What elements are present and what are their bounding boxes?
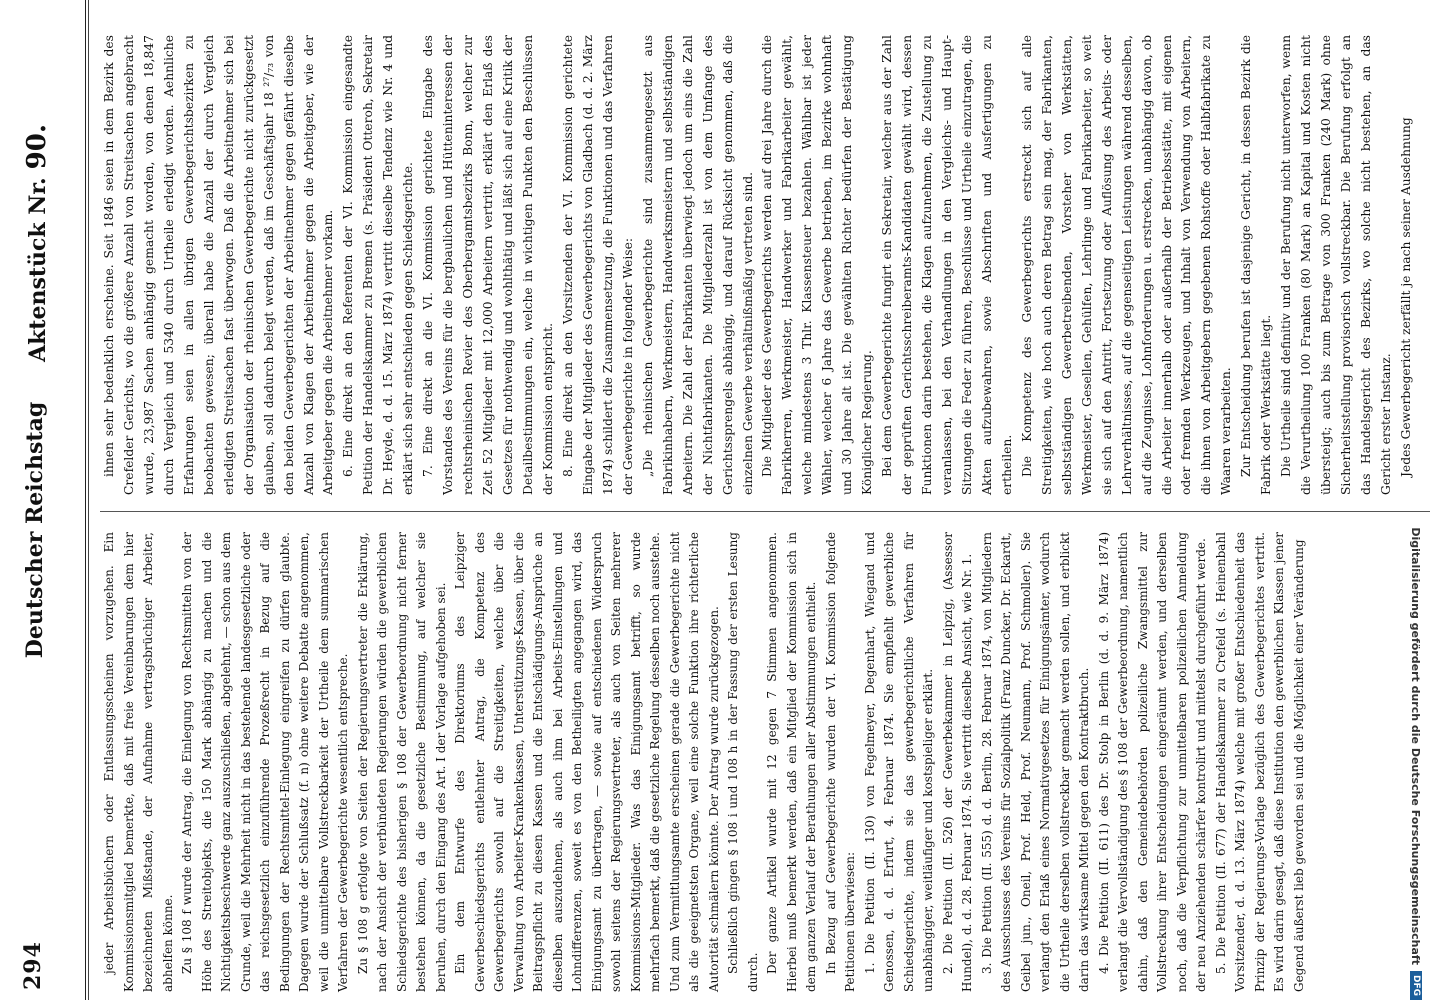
paragraph: Zu § 108 f wurde der Antrag, die Einlegung von Rechtsmitteln von der Höhe des Streitobjekts, die 150 Mark abhängig zu machen und die Nichtigkeitsbeschwerde ganz auszuschließen, abgelehnt, — schon aus dem Grunde, weil die Mehrheit nicht in das bestehende landesgesetzliche oder das reichsgesetzlich einzuführende Prozeßrecht in Bezug auf die Bedingungen der Rechtsmittel-Einlegung eingreifen zu dürfen glaubte. Dagegen wurde der Schlußsatz (f. n) ohne weitere Debatte angenommen, weil die unmittelbare Vollstreckbarkeit der Urtheile dem summarischen Verfahren der Gewerbegerichte wesentlich entspreche.: [180, 532, 350, 992]
paragraph: Der ganze Artikel wurde mit 12 gegen 7 Stimmen angenommen. Hierbei muß bemerkt werden, daß ein Mitglied der Kommission sich in dem ganzen Verlauf der Berathungen aller Abstimmungen enthielt.: [765, 532, 818, 992]
dfg-logo: DFG: [1410, 971, 1422, 1000]
paragraph: ihnen sehr bedenklich erscheine. Seit 1846 seien in dem Bezirk des Crefelder Gerichts, wo die größere Anzahl von Streitsachen angebracht wurde, 23,987 Sachen anhängig gemacht worden, von denen 18,847 durch Vergleich und 5340 durch Urtheile erledigt worden. Aehnliche Erfahrungen seien in allen übrigen Gewerbegerichtsbezirken zu beobachten gewesen; überall habe die Anzahl der durch Vergleich erledigten Streitsachen fast überwogen. Daß die Arbeitnehmer sich bei der Organisation der rheinischen Gewerbegerichte nicht zurückgesetzt glauben, soll dadurch belegt werden, daß im Geschäftsjahr 18 ²⁷/₇₃ von den beiden Gewerbegerichten der Arbeitnehmer gegen gefährt dieselbe Anzahl von Klagen der Arbeitnehmer gegen die Arbeitgeber, wie der Arbeitgeber gegen die Arbeitnehmer vorkam.: [102, 35, 336, 495]
left-text-column: [100, 532, 1309, 992]
paragraph: 1. Die Petition (II. 130) von Fegelmeyer, Degenhart, Wiegand und Genossen, d. d. Erfurt, 4. Februar 1874. Sie empfiehlt gewerbliche Schiedsgerichte, indem sie das gewerbegerichtliche Verfahren für unabhängiger, weitläufiger und kostspieliger erklärt.: [862, 532, 935, 992]
paragraph: Zu § 108 g erfolgte von Seiten der Regierungsvertreter die Erklärung, nach der Ansicht der verbündeten Regierungen würden die gewerblichen Schiedsgerichte des bisherigen § 108 der Gewerbeordnung nicht ferner bestehen können, da die gesetzliche Bestimmung, auf welcher sie beruhen, durch den Eingang des Art. I der Vorlage aufgehoben sei.: [355, 532, 448, 992]
paragraph: 8. Eine direkt an den Vorsitzenden der VI. Kommission gerichtete Eingabe der Mitglieder des Gewerbegerichts von Gladbach (d. d. 2. März 1874) schildert die Zusammensetzung, die Funktionen und das Verfahren der Gewerbegerichte in folgender Weise:: [560, 35, 635, 495]
paragraph: 2. Die Petition (II. 526) der Gewerbekammer in Leipzig, (Assessor Hundel), d. d. 28. Februar 1874. Sie vertritt dieselbe Ansicht, wie Nr. 1.: [940, 532, 974, 992]
paragraph: Bei dem Gewerbegerichte fungirt ein Sekretair, welcher aus der Zahl der geprüften Gerichtsschreiberamts-Kandidaten gewählt wird, dessen Funktionen darin bestehen, die Klagen aufzunehmen, die Zustellung zu veranlassen, bei den Verhandlungen in den Vergleichs- und Haupt-Sitzungen die Feder zu führen, Beschlüsse und Urtheile einzutragen, die Akten aufzubewahren, sowie Abschriften und Ausfertigungen zu ertheilen.: [880, 35, 1014, 495]
header-rule-thin: [88, 0, 89, 1000]
running-head-left: Deutscher Reichstag: [22, 401, 48, 659]
page-number: 294: [20, 941, 46, 990]
paragraph: 7. Eine direkt an die VI. Kommission gerichtete Eingabe des Vorstandes des Vereins für die bergbaulichen und Hütteninteressen der rechtsrheinischen Revier des Oberbergamtsbezirks Bonn, welcher zur Zeit 52 Mitglieder mit 12,000 Arbeitern vertritt, erklärt den Erlaß des Gesetzes für nothwendig und wohlthätig und läßt sich auf eine Kritik der Detailbestimmungen ein, welche in wichtigen Punkten den Beschlüssen der Kommission entspricht.: [421, 35, 555, 495]
digitization-credit: [1406, 0, 1426, 1000]
paragraph: Schließlich gingen § 108 i und 108 h in der Fassung der ersten Lesung durch.: [726, 532, 760, 992]
credit-text: Digitalisierung gefördert durch die Deutsche Forschungsgemeinschaft: [1409, 527, 1423, 965]
right-text-column: [100, 35, 1417, 495]
paragraph: 4. Die Petition (II. 611) des Dr. Stolp in Berlin (d. d. 9. März 1874) verlangt die Vervollständigung des § 108 der Gewerbeordnung, namentlich dahin, daß den Gemeindebehörden polizeiliche Zwangsmittel zur Vollstreckung ihrer Entscheidungen eingeräumt werden, und derselben noch, daß die Verpflichtung zur unmittelbaren polizeilichen Anmeldung der neu Anziehenden schärfer kontrolirt und mittelst durchgeführt werde.: [1096, 532, 1208, 992]
header-rule: [85, 0, 86, 1000]
running-head-right: [22, 32, 52, 362]
paragraph: „Die rheinischen Gewerbegerichte sind zusammengesetzt aus Fabrikinhabern, Werkmeistern, Handwerksmeistern und selbstständigen Arbeitern. Die Zahl der Fabrikanten überwiegt jedoch um eins die Zahl der Nichtfabrikanten. Die Mitgliederzahl ist von dem Umfange des Gerichtssprengels abhängig, und darauf Rücksicht genommen, daß die einzelnen Gewerbe verhältnißmäßig vertreten sind.: [640, 35, 755, 495]
paragraph: Die Kompetenz des Gewerbegerichts erstreckt sich auf alle Streitigkeiten, wie hoch auch deren Betrag sein mag, der Fabrikanten, selbstständigen Gewerbetreibenden, Vorsteher von Werkstätten, Werkmeister, Gesellen, Gehülfen, Lehrlinge und Fabrikarbeiter, so weit sie sich auf den Antritt, Fortsetzung oder Auflösung des Arbeits- oder Lehrverhältnisses, auf die gegenseitigen Leistungen während desselben, auf die Zeugnisse, Lohnforderungen u. erstrecken, unabhängig davon, ob die Arbeiter innerhalb oder außerhalb der Betriebsstätte, mit eigenen oder fremden Werkzeugen, und Inhalt von Verwendung von Arbeitern, die ihnen von Arbeitgebern gegebenen Rohstoffe oder Halbfabrikate zu Waaren verarbeiten.: [1019, 35, 1234, 495]
paragraph: Die Mitglieder des Gewerbegerichts werden auf drei Jahre durch die Fabrikherren, Werkmeister, Handwerker und Fabrikarbeiter gewählt, welche mindestens 3 Thlr. Klassensteuer bezahlen. Wählbar ist jeder Wähler, welcher 6 Jahre das Gewerbe betrieben, im Bezirke wohnhaft und 30 Jahre alt ist. Die gewählten Richter bedürfen der Bestätigung Königlicher Regierung.: [760, 35, 875, 495]
paragraph: 3. Die Petition (II. 555) d. d. Berlin, 28. Februar 1874, von Mitgliedern des Ausschusses des Vereins für Sozialpolitik (Franz Duncker, Dr. Eckardt, Geibel jun., Oneil, Prof. Held, Prof. Neumann, Prof. Schmoller). Sie verlangt den Erlaß eines Normativgesetzes für Einigungsämter, wodurch die Urtheile derselben vollstreckbar gemacht werden sollen, und erblickt darin das wirksame Mittel gegen den Kontraktbruch.: [979, 532, 1091, 992]
document-number: 90.: [22, 124, 52, 170]
column-divider: [100, 511, 1430, 512]
paragraph: 6. Eine direkt an den Referenten der VI. Kommission eingesandte Petition der Handelskammer zu Bremen (s. Präsident Otteroh, Sekretair Dr. Heyde, d. d. 15. März 1874) vertritt dieselbe Tendenz wie Nr. 4 und erklärt sich sehr entschieden gegen Schiedsgerichte.: [341, 35, 416, 495]
paragraph: Jedes Gewerbegericht zerfällt je nach seiner Ausdehnung: [1398, 117, 1413, 477]
paragraph: 5. Die Petition (II. 677) der Handelskammer zu Crefeld (s. Heinenbahl Vorsitzender, d. d. 13. März 1874) welche mit großer Entschiedenheit das Prinzip der Regierungs-Vorlage bezüglich des Gewerbegerichtes vertritt. Es wird darin gesagt, daß diese Institution den gewerblichen Klassen jener Gegend äußerst lieb geworden sei und die Möglichkeit einer Veränderung: [1213, 532, 1306, 992]
paragraph: Die Urtheile sind definitiv und der Berufung nicht unterworfen, wenn die Verurtheilung 100 Franken (80 Mark) an Kapital und Kosten nicht übersteigt; auch bis zum Betrage von 300 Franken (240 Mark) ohne Sicherheitsstellung provisorisch vollstreckbar. Die Berufung erfolgt an das Handelsgericht des Bezirks, wo solche nicht bestehen, an das Gericht erster Instanz.: [1279, 35, 1393, 495]
paragraph: Zur Entscheidung berufen ist dasjenige Gericht, in dessen Bezirk die Fabrik oder Werkstätte liegt.: [1239, 35, 1274, 495]
running-head-right-label: Aktenstück Nr.: [25, 177, 51, 362]
paragraph: In Bezug auf Gewerbegerichte wurden der VI. Kommission folgende Petitionen überwiesen:: [823, 532, 857, 992]
paragraph: Ein dem Entwurfe des Direktoriums des Leipziger Gewerbeschiedsgerichts entlehnter Antrag, die Kompetenz des Gewerbegerichts sowohl auf die Streitigkeiten, welche über die Verwaltung von Arbeiter-Krankenkassen, Unterstützungs-Kassen, über die Beitragspflicht zu diesen Kassen und die Entschädigungs-Ansprüche an dieselben auszudehnen, als auch ihm bei Arbeits-Einstellungen und Lohndifferenzen, soweit es von den Betheiligten angegangen wird, das Einigungsamt zu übertragen, — sowie auf entschiedenen Widerspruch sowohl seitens der Regierungsvertreter, als auch von Seiten mehrerer Kommissions-Mitglieder. Was das Einigungsamt betrifft, so wurde mehrfach bemerkt, daß die gesetzliche Regelung desselben noch ausstehe. Und zum Vermittlungsamte erscheinen gerade die Gewerbegerichte nicht als die geeignetsten Organe, weil eine solche Funktion ihre richterliche Autorität schmälern könnte. Der Antrag wurde zurückgezogen.: [453, 532, 721, 992]
paragraph: jeder Arbeitsbüchern oder Entlassungsscheinen vorzugehen. Ein Kommissionsmitglied bemerkte, daß mit freie Vereinbarungen dem hier bezeichneten Mißstande, der Aufnahme vertragsbrüchiger Arbeiter, abhelfen könne.: [102, 532, 175, 992]
